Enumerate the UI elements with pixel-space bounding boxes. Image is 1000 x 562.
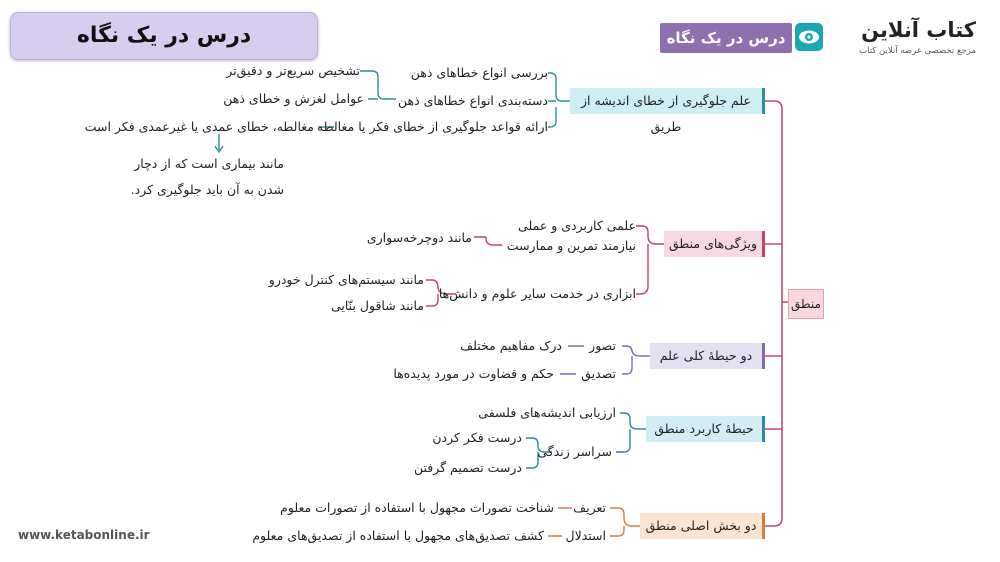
branch-5-node: دو بخش اصلی منطق (640, 513, 765, 539)
branch-5-child-1: تعریف (573, 500, 606, 515)
branch-5-detail-1: شناخت تصورات مجهول با استفاده از تصورات معلوم (280, 500, 554, 515)
branch-1-note-line-1: مانند بیماری است که از دچار (134, 156, 284, 171)
branch-1-node: علم جلوگیری از خطای اندیشه از طریق (570, 88, 765, 114)
branch-2-child-1: علمی کاربردی و عملی (518, 218, 636, 233)
branch-4-child-1: ارزیابی اندیشه‌های فلسفی (478, 405, 616, 420)
branch-1-detail-3: مغالطه، خطای عمدی یا غیرعمدی فکر است (84, 119, 314, 134)
branch-2-detail-3: مانند شاقول بنّایی (330, 298, 424, 313)
branch-1-child-2: دسته‌بندی انواع خطاهای ذهن (397, 93, 548, 108)
branch-2-child-3: ابزاری در خدمت سایر علوم و دانش‌ها (438, 286, 636, 301)
branch-2-child-2: نیازمند تمرین و ممارست (506, 238, 636, 253)
page-title: درس در یک نگاه (10, 12, 318, 60)
branch-4-child-2: سراسر زندگی (537, 444, 612, 459)
branch-1-detail-1: تشخیص سریع‌تر و دقیق‌تر (226, 63, 360, 78)
branch-3-detail-1: درک مفاهیم مختلف (460, 338, 562, 353)
branch-4-detail-2: درست تصمیم گرفتن (413, 460, 522, 475)
branch-5-detail-2: کشف تصدیق‌های مجهول با استفاده از تصدیق‌های معلوم (252, 528, 544, 543)
branch-2-detail-2: مانند سیستم‌های کنترل خودرو (268, 272, 424, 287)
branch-3-child-1: تصور (589, 338, 616, 353)
branch-2-detail-1: مانند دوچرخه‌سواری (366, 230, 472, 245)
branch-3-detail-2: حکم و قضاوت در مورد پدیده‌ها (393, 366, 554, 381)
brand-tagline: مرجع تخصصی عرضه آنلاین کتاب (859, 46, 976, 56)
mindmap-root: منطق (788, 289, 824, 319)
branch-4-detail-1: درست فکر کردن (432, 430, 522, 445)
branch-1-child-1: بررسی انواع خطاهای ذهن (410, 65, 548, 80)
branch-4-node: حیطهٔ کاربرد منطق (646, 416, 765, 442)
branch-3-child-2: تصدیق (581, 366, 616, 381)
branch-5-child-2: استدلال (565, 528, 606, 543)
lesson-badge: درس در یک نگاه (660, 23, 792, 53)
website-url[interactable]: www.ketabonline.ir (18, 528, 150, 542)
branch-1-child-3: ارائه قواعد جلوگیری از خطای فکر یا مغالطه (316, 119, 548, 134)
branch-3-node: دو حیطهٔ کلی علم (650, 343, 765, 369)
branch-1-detail-2: عوامل لغزش و خطای ذهن (223, 91, 364, 106)
brand-name: کتاب آنلاین (861, 18, 976, 42)
branch-2-node: ویژگی‌های منطق (664, 231, 765, 257)
branch-1-note-line-2: شدن به آن باید جلوگیری کرد. (130, 182, 284, 197)
